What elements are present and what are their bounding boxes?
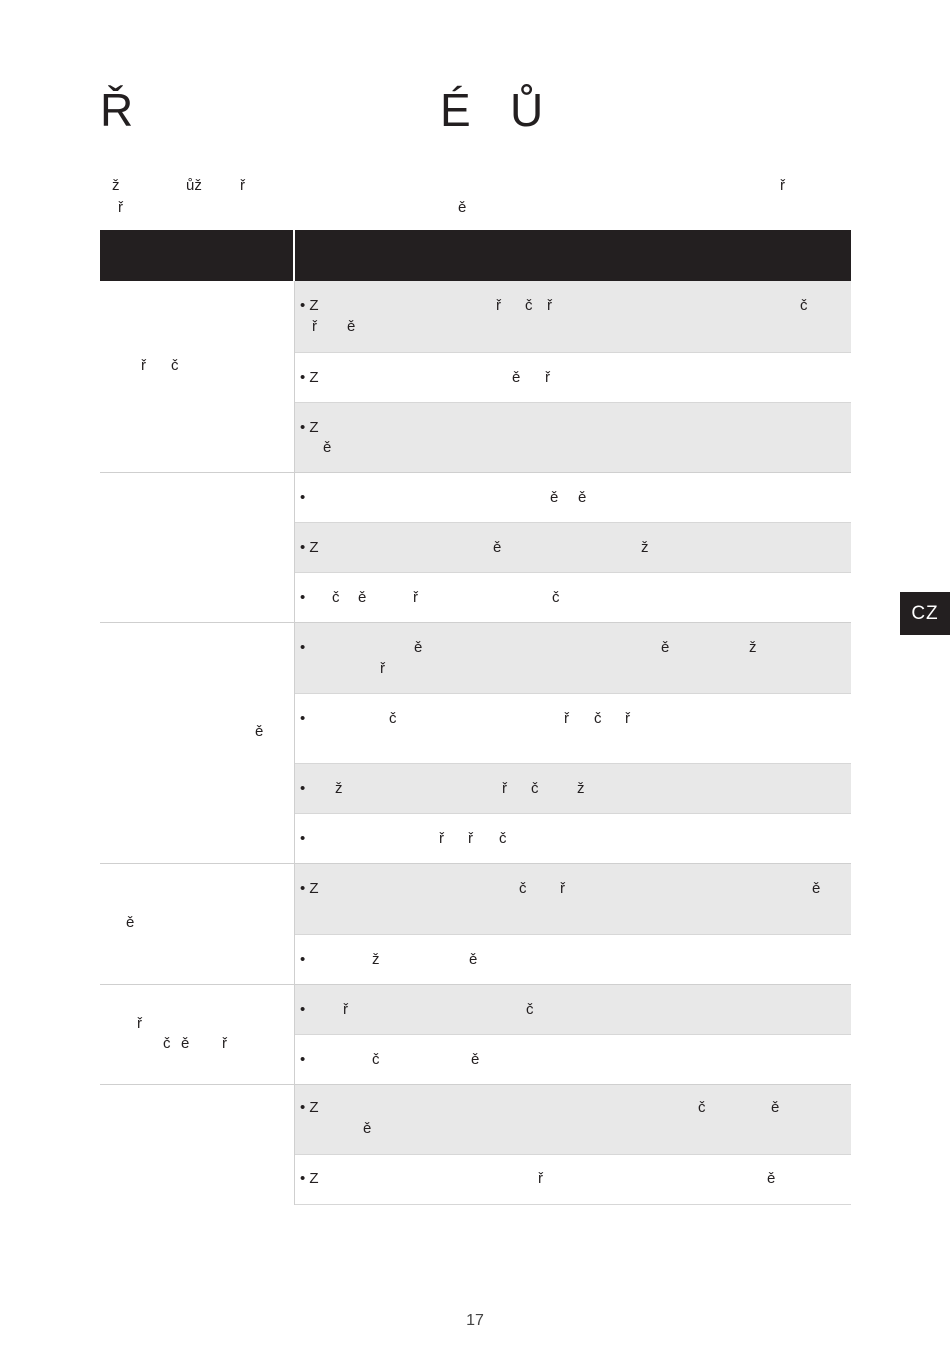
row-text: ř xyxy=(380,660,385,677)
category-label: č xyxy=(171,357,179,374)
row-text: ř xyxy=(547,297,552,314)
table-row xyxy=(295,353,851,403)
header-divider xyxy=(293,230,295,281)
intro-line-1 xyxy=(100,176,860,198)
title-fragment: Ů xyxy=(510,84,544,136)
intro-fragment: ůž xyxy=(186,177,202,194)
row-text: ř xyxy=(564,710,569,727)
intro-fragment: ř xyxy=(118,199,123,216)
row-text: • xyxy=(300,830,306,847)
row-text: ř xyxy=(439,830,444,847)
row-text: ě xyxy=(578,489,587,506)
row-text: č xyxy=(552,589,560,606)
intro-line-2 xyxy=(100,198,860,220)
row-text: ě xyxy=(347,318,356,335)
row-text: č xyxy=(531,780,539,797)
page-title xyxy=(100,80,860,140)
row-text: • Z xyxy=(300,297,319,314)
row-text: ě xyxy=(363,1120,372,1137)
table-row xyxy=(295,523,851,573)
row-text: ř xyxy=(625,710,630,727)
table-row xyxy=(295,1085,851,1155)
row-text: ě xyxy=(414,639,423,656)
row-text: ě xyxy=(812,880,821,897)
row-text: • xyxy=(300,1051,306,1068)
row-text: ř xyxy=(468,830,473,847)
row-text: č xyxy=(800,297,808,314)
row-text: ř xyxy=(502,780,507,797)
row-text: ž xyxy=(335,780,343,797)
row-text: č xyxy=(332,589,340,606)
row-text: č xyxy=(389,710,397,727)
row-text: ř xyxy=(545,369,550,386)
title-fragment: Ř xyxy=(100,84,134,136)
category-label: ř xyxy=(137,1015,142,1032)
row-text: • Z xyxy=(300,880,319,897)
row-text: ě xyxy=(771,1099,780,1116)
row-text: • Z xyxy=(300,539,319,556)
row-text: ř xyxy=(312,318,317,335)
row-text: ě xyxy=(767,1170,776,1187)
row-text: ž xyxy=(372,951,380,968)
category-label: č xyxy=(163,1035,171,1052)
table-row xyxy=(295,473,851,523)
table-row xyxy=(295,1035,851,1085)
row-text: • Z xyxy=(300,419,319,436)
intro-fragment: ř xyxy=(240,177,245,194)
row-text: č xyxy=(526,1001,534,1018)
row-text: ř xyxy=(343,1001,348,1018)
table-row xyxy=(295,281,851,353)
row-text: • Z xyxy=(300,1170,319,1187)
row-text: • Z xyxy=(300,1099,319,1116)
intro-fragment: ř xyxy=(780,177,785,194)
table-header xyxy=(100,230,851,281)
row-text: ě xyxy=(469,951,478,968)
row-text: ě xyxy=(323,439,332,456)
table-row xyxy=(295,573,851,623)
row-text: ž xyxy=(641,539,649,556)
page-number: 17 xyxy=(466,1312,484,1329)
row-text: • xyxy=(300,951,306,968)
intro-fragment: ž xyxy=(112,177,120,194)
category-label: ě xyxy=(255,723,264,740)
row-text: • Z xyxy=(300,369,319,386)
row-text: ř xyxy=(560,880,565,897)
row-text: ř xyxy=(538,1170,543,1187)
category-label: ě xyxy=(126,914,135,931)
row-text: ř xyxy=(413,589,418,606)
row-text: č xyxy=(594,710,602,727)
row-text: • xyxy=(300,489,306,506)
row-text: ě xyxy=(493,539,502,556)
category-label: ě xyxy=(181,1035,190,1052)
row-text: • xyxy=(300,589,306,606)
row-text: č xyxy=(499,830,507,847)
row-text: • xyxy=(300,780,306,797)
table-row xyxy=(295,935,851,985)
row-text: ě xyxy=(471,1051,480,1068)
row-text: • xyxy=(300,1001,306,1018)
row-text: ž xyxy=(749,639,757,656)
row-text: ž xyxy=(577,780,585,797)
row-text: • xyxy=(300,639,306,656)
language-tab: CZ xyxy=(900,592,950,635)
table-row xyxy=(295,623,851,694)
row-text: č xyxy=(519,880,527,897)
category-label: ř xyxy=(222,1035,227,1052)
table-row xyxy=(295,814,851,864)
row-text: ě xyxy=(512,369,521,386)
row-text: ě xyxy=(661,639,670,656)
table-row xyxy=(295,403,851,473)
table-row xyxy=(295,694,851,764)
row-text: č xyxy=(698,1099,706,1116)
intro-fragment: ě xyxy=(458,199,467,216)
row-text: • xyxy=(300,710,306,727)
row-text: ě xyxy=(550,489,559,506)
row-text: ř xyxy=(496,297,501,314)
row-text: č xyxy=(525,297,533,314)
table-row xyxy=(295,764,851,814)
table-row xyxy=(295,1155,851,1205)
row-text: ě xyxy=(358,589,367,606)
table-row xyxy=(295,864,851,935)
title-fragment: É xyxy=(440,84,471,136)
table-row xyxy=(295,985,851,1035)
category-label: ř xyxy=(141,357,146,374)
row-text: č xyxy=(372,1051,380,1068)
